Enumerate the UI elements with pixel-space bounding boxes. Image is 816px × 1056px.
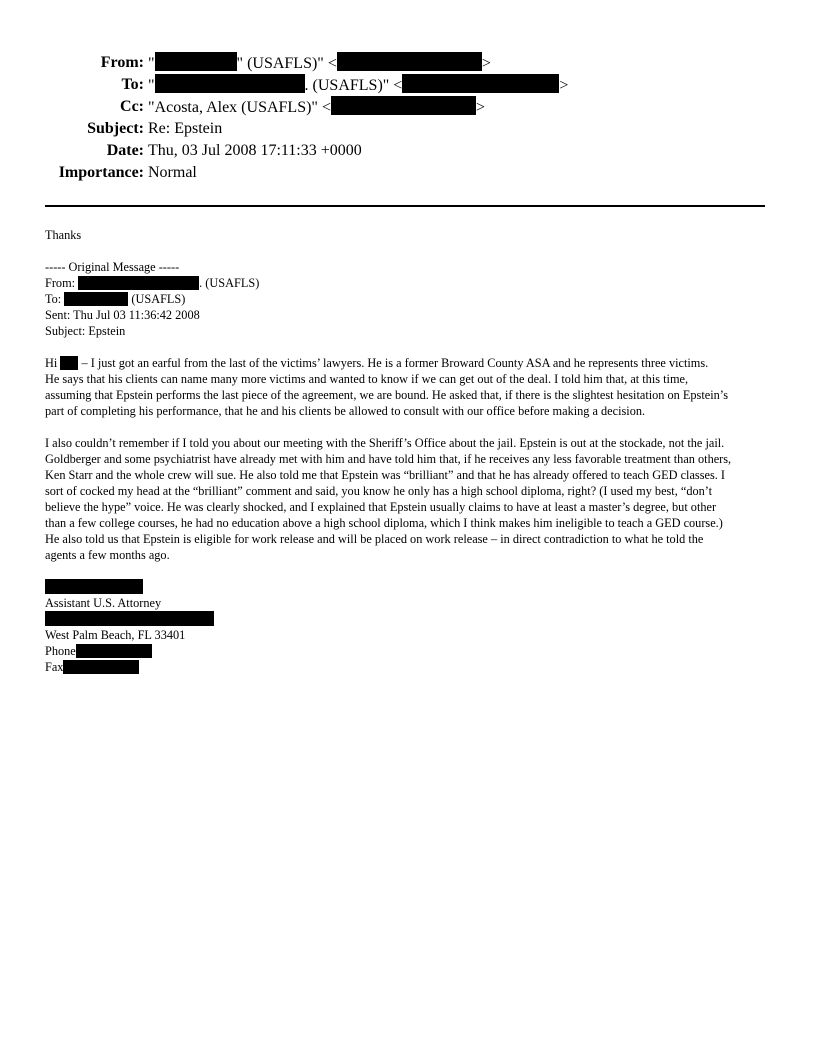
redaction-box <box>337 52 482 71</box>
greeting: Hi <box>45 356 58 370</box>
paragraph-line: He also told us that Epstein is eligible for work release and will be placed on work release – in direct contradiction to what he told the <box>45 532 704 546</box>
original-message-separator: ----- Original Message ----- <box>45 260 180 274</box>
paragraph-line: Ken Starr and the whole crew will sue. He also told me that Epstein was “brilliant” and that he has already offered to teach GED classes. I <box>45 468 725 482</box>
date-value: Thu, 03 Jul 2008 17:11:33 +0000 <box>148 142 362 159</box>
paragraph-line <box>45 355 775 371</box>
redaction-box <box>76 644 152 658</box>
from-name-suffix: " (USAFLS)" < <box>236 55 337 72</box>
redaction-box <box>63 660 139 674</box>
signature-phone <box>45 643 152 659</box>
signature-city: West Palm Beach, FL 33401 <box>45 628 186 642</box>
message-paragraph-1 <box>45 355 775 419</box>
to-value <box>148 74 568 97</box>
to-quote: " <box>148 77 155 94</box>
redaction-box <box>60 356 78 370</box>
signature-title: Assistant U.S. Attorney <box>45 596 162 610</box>
importance-label: Importance: <box>58 164 144 181</box>
header-importance-row <box>0 162 816 184</box>
header-subject-row <box>0 118 816 140</box>
original-subject-line: Subject: Epstein <box>45 324 126 338</box>
paragraph-line: I also couldn’t remember if I told you about our meeting with the Sheriff’s Office about the jail. Epstein is out at the stockade, not the jail. <box>45 436 725 450</box>
from-quote: " <box>148 55 155 72</box>
subject-label: Subject: <box>87 120 144 137</box>
paragraph-line: Goldberger and some psychiatrist have already met with him and have told him that, if he receives any less favorable treatment than others, <box>45 452 732 466</box>
redaction-box <box>78 276 199 290</box>
redaction-box <box>155 52 237 71</box>
original-to-suffix: (USAFLS) <box>131 292 186 306</box>
cc-close: > <box>475 99 485 116</box>
date-label: Date: <box>106 142 144 159</box>
original-from-line <box>45 275 259 291</box>
to-label: To: <box>121 76 144 93</box>
redaction-box <box>155 74 305 93</box>
signature-address-redaction <box>45 611 214 626</box>
header-cc-row <box>0 96 816 118</box>
header-from-row <box>0 52 816 74</box>
from-value <box>148 52 491 75</box>
header-date-row <box>0 140 816 162</box>
importance-value: Normal <box>148 164 197 181</box>
original-from-suffix: . (USAFLS) <box>199 276 260 290</box>
subject-value: Re: Epstein <box>148 120 223 137</box>
header-to-row <box>0 74 816 96</box>
cc-label: Cc: <box>120 98 144 115</box>
to-close: > <box>559 77 569 94</box>
paragraph-line: part of completing his performance, that he and his clients be allowed to consult with our office before making a decision. <box>45 404 646 418</box>
header-divider <box>45 205 765 207</box>
cc-name: "Acosta, Alex (USAFLS)" < <box>148 99 331 116</box>
fax-label: Fax <box>45 660 64 674</box>
original-to-label: To: <box>45 292 62 306</box>
paragraph-line: assuming that Epstein performs the last piece of the agreement, we are bound. He asked that, if there is the slightest hesitation on Epstein’s <box>45 388 728 402</box>
paragraph-line: He says that his clients can name many more victims and wanted to know if we can get out of the deal. I told him that, at this time, <box>45 372 689 386</box>
paragraph-line: agents a few months ago. <box>45 548 170 562</box>
redaction-box <box>64 292 128 306</box>
from-label: From: <box>100 54 144 71</box>
signature-fax <box>45 659 139 675</box>
from-close: > <box>481 55 491 72</box>
cc-value <box>148 96 485 119</box>
original-from-label: From: <box>45 276 76 290</box>
paragraph-line: than a few college courses, he had no education above a high school diploma, which I think makes him ineligible to teach a GED course.) <box>45 516 723 530</box>
paragraph-line: believe the hype” voice. He was clearly shocked, and I explained that Epstein usually claims to have at least a master’s degree, but other <box>45 500 717 514</box>
reply-text: Thanks <box>45 228 82 242</box>
phone-label: Phone <box>45 644 76 658</box>
original-to-line <box>45 291 185 307</box>
redaction-box <box>331 96 476 115</box>
to-name-suffix: . (USAFLS)" < <box>304 77 403 94</box>
greeting-rest: – I just got an earful from the last of the victims’ lawyers. He is a former Broward County ASA and he represents three victims. <box>78 356 709 370</box>
original-sent-line: Sent: Thu Jul 03 11:36:42 2008 <box>45 308 200 322</box>
redaction-box <box>402 74 559 93</box>
signature-name-redaction <box>45 579 143 594</box>
message-paragraph-2 <box>45 435 775 563</box>
paragraph-line: sort of cocked my head at the “brilliant” comment and said, you know he only has a high school diploma, right? (I used my best, “don’t <box>45 484 713 498</box>
